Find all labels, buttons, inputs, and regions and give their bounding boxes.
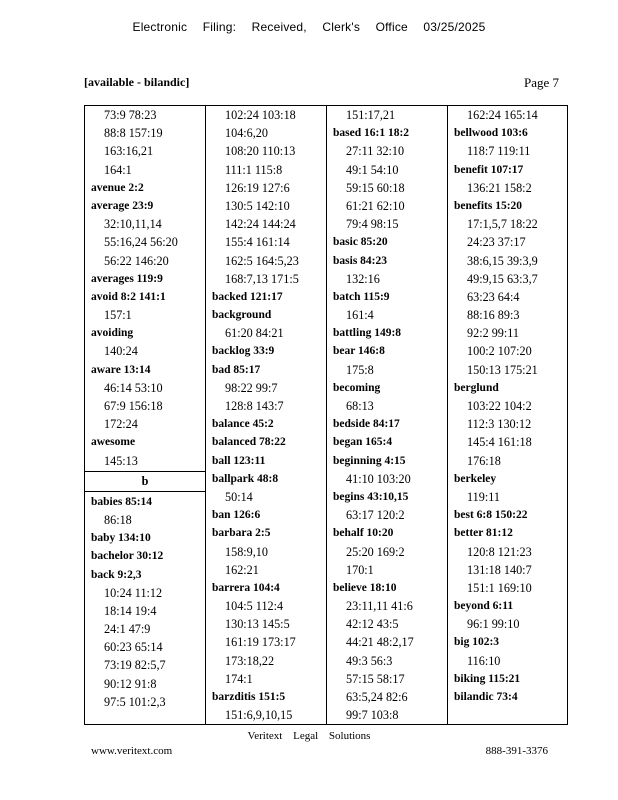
index-reference: 67:9 156:18 — [104, 399, 163, 413]
index-entry: behalf 10:20 — [333, 527, 394, 540]
index-reference: 145:4 161:18 — [467, 435, 532, 450]
index-reference: 56:22 146:20 — [104, 253, 169, 268]
index-reference: 161:4 — [346, 308, 374, 323]
index-column-1 — [85, 106, 205, 724]
index-entry: berglund — [454, 381, 499, 394]
index-reference: 142:24 144:24 — [225, 217, 296, 232]
section-letter: b — [85, 471, 205, 492]
index-entry: ban 126:6 — [212, 509, 261, 522]
index-reference: 32:10,11,14 — [104, 217, 162, 232]
index-reference: 128:8 143:7 — [225, 399, 284, 413]
index-reference: 126:19 127:6 — [225, 180, 290, 195]
index-reference: 17:1,5,7 18:22 — [467, 217, 538, 232]
index-reference: 173:18,22 — [225, 653, 275, 668]
index-entry: background — [212, 309, 272, 322]
index-entry: avoiding — [91, 327, 134, 340]
index-entry: awesome — [91, 436, 136, 449]
index-reference: 161:19 173:17 — [225, 635, 296, 650]
index-reference: 27:11 32:10 — [346, 144, 405, 159]
index-entry: believe 18:10 — [333, 581, 397, 594]
index-entry: batch 115:9 — [333, 290, 390, 303]
index-reference: 111:1 115:8 — [225, 162, 283, 177]
word-index-table — [84, 105, 568, 725]
index-reference: 151:1 169:10 — [467, 580, 532, 595]
index-reference: 38:6,15 39:3,9 — [467, 253, 538, 268]
index-reference: 174:1 — [225, 671, 253, 686]
index-reference: 99:7 103:8 — [346, 708, 399, 723]
index-entry: bachelor 30:12 — [91, 550, 164, 563]
index-entry: average 23:9 — [91, 199, 154, 212]
index-entry: avenue 2:2 — [91, 181, 144, 194]
index-entry: battling 149:8 — [333, 327, 402, 340]
index-reference: 176:18 — [467, 453, 501, 468]
index-entry: based 16:1 18:2 — [333, 127, 410, 140]
index-entry: balanced 78:22 — [212, 436, 286, 449]
footer-company: Veritext Legal Solutions — [247, 730, 371, 742]
index-reference: 164:1 — [104, 162, 132, 177]
index-reference: 23:11,11 41:6 — [346, 599, 413, 614]
index-reference: 61:21 62:10 — [346, 198, 405, 213]
index-reference: 163:16,21 — [104, 144, 154, 159]
index-entry: beginning 4:15 — [333, 454, 406, 467]
index-reference: 42:12 43:5 — [346, 617, 399, 632]
index-reference: 120:8 121:23 — [467, 544, 532, 559]
index-reference: 145:13 — [104, 453, 138, 468]
index-reference: 97:5 101:2,3 — [104, 694, 166, 709]
index-column-4 — [447, 106, 567, 724]
index-entry: ball 123:11 — [212, 454, 266, 467]
index-entry: better 81:12 — [454, 527, 513, 540]
index-entry: barzditis 151:5 — [212, 691, 286, 703]
index-entry: barrera 104:4 — [212, 581, 280, 594]
index-reference: 49:1 54:10 — [346, 162, 399, 177]
index-entry: big 102:3 — [454, 636, 500, 649]
index-entry: best 6:8 150:22 — [454, 509, 528, 522]
index-reference: 92:2 99:11 — [467, 326, 520, 341]
index-reference: 112:3 130:12 — [467, 417, 532, 432]
index-entry: begins 43:10,15 — [333, 490, 409, 503]
footer-website: www.veritext.com — [91, 745, 173, 757]
index-entry: balance 45:2 — [212, 418, 274, 431]
index-reference: 158:9,10 — [225, 544, 268, 559]
index-reference: 108:20 110:13 — [225, 144, 296, 159]
index-column-3 — [326, 106, 447, 724]
index-entry: backlog 33:9 — [212, 345, 275, 358]
index-reference: 59:15 60:18 — [346, 180, 405, 195]
index-reference: 49:3 56:3 — [346, 653, 393, 668]
index-reference: 44:21 48:2,17 — [346, 635, 414, 650]
index-entry: berkeley — [454, 472, 497, 485]
index-reference: 98:22 99:7 — [225, 380, 278, 395]
index-reference: 61:20 84:21 — [225, 326, 284, 341]
index-entry: bedside 84:17 — [333, 418, 400, 431]
index-entry: bellwood 103:6 — [454, 127, 528, 140]
index-reference: 46:14 53:10 — [104, 380, 163, 395]
index-reference: 10:24 11:12 — [104, 585, 163, 600]
index-entry: backed 121:17 — [212, 290, 283, 303]
index-reference: 132:16 — [346, 271, 380, 286]
index-reference: 41:10 103:20 — [346, 471, 411, 486]
index-reference: 140:24 — [104, 344, 138, 359]
index-reference: 63:5,24 82:6 — [346, 690, 408, 704]
index-reference: 88:8 157:19 — [104, 126, 163, 141]
index-entry: ballpark 48:8 — [212, 472, 279, 485]
index-reference: 151:17,21 — [346, 108, 396, 122]
index-entry: aware 13:14 — [91, 363, 151, 376]
index-entry: benefit 107:17 — [454, 163, 524, 176]
index-reference: 172:24 — [104, 417, 138, 432]
index-reference: 63:23 64:4 — [467, 289, 520, 304]
index-reference: 118:7 119:11 — [467, 144, 531, 159]
index-reference: 116:10 — [467, 653, 501, 668]
index-reference: 119:11 — [467, 489, 500, 504]
index-reference: 102:24 103:18 — [225, 108, 296, 122]
index-reference: 136:21 158:2 — [467, 180, 532, 195]
index-reference: 63:17 120:2 — [346, 508, 405, 523]
index-reference: 60:23 65:14 — [104, 640, 163, 655]
index-reference: 24:23 37:17 — [467, 235, 526, 250]
index-reference: 150:13 175:21 — [467, 362, 538, 377]
index-reference: 162:21 — [225, 562, 259, 577]
index-reference: 79:4 98:15 — [346, 217, 399, 232]
index-entry: bilandic 73:4 — [454, 691, 518, 703]
index-reference: 73:19 82:5,7 — [104, 658, 166, 673]
index-reference: 96:1 99:10 — [467, 617, 520, 632]
index-reference: 86:18 — [104, 512, 132, 527]
index-reference: 88:16 89:3 — [467, 308, 520, 323]
index-entry: becoming — [333, 381, 381, 394]
index-reference: 73:9 78:23 — [104, 108, 157, 122]
index-entry: babies 85:14 — [91, 495, 153, 508]
index-reference: 90:12 91:8 — [104, 676, 157, 691]
index-reference: 25:20 169:2 — [346, 544, 405, 559]
index-reference: 162:5 164:5,23 — [225, 253, 299, 268]
index-entry: bad 85:17 — [212, 363, 261, 376]
index-reference: 18:14 19:4 — [104, 603, 157, 618]
footer-phone: 888-391-3376 — [485, 745, 548, 757]
index-reference: 49:9,15 63:3,7 — [467, 271, 538, 286]
index-reference: 168:7,13 171:5 — [225, 271, 299, 286]
index-entry: beyond 6:11 — [454, 600, 514, 613]
index-reference: 151:6,9,10,15 — [225, 708, 293, 723]
index-reference: 162:24 165:14 — [467, 108, 538, 122]
index-entry: avoid 8:2 141:1 — [91, 290, 166, 303]
index-reference: 68:13 — [346, 399, 374, 413]
index-reference: 155:4 161:14 — [225, 235, 290, 250]
index-reference: 130:13 145:5 — [225, 617, 290, 632]
index-entry: averages 119:9 — [91, 272, 163, 285]
index-reference: 175:8 — [346, 362, 374, 377]
index-entry: bear 146:8 — [333, 345, 385, 358]
index-reference: 24:1 47:9 — [104, 622, 151, 637]
index-reference: 131:18 140:7 — [467, 562, 532, 577]
index-reference: 157:1 — [104, 308, 132, 323]
index-reference: 50:14 — [225, 489, 253, 504]
index-entry: benefits 15:20 — [454, 199, 523, 212]
index-entry: began 165:4 — [333, 436, 393, 449]
index-reference: 57:15 58:17 — [346, 671, 405, 686]
index-range: [available - bilandic] — [84, 75, 190, 89]
index-reference: 103:22 104:2 — [467, 399, 532, 413]
index-reference: 104:6,20 — [225, 126, 268, 141]
index-reference: 100:2 107:20 — [467, 344, 532, 359]
index-reference: 104:5 112:4 — [225, 599, 284, 614]
index-entry: basic 85:20 — [333, 236, 388, 249]
index-entry: baby 134:10 — [91, 532, 151, 545]
page-number: Page 7 — [523, 75, 559, 90]
index-entry: biking 115:21 — [454, 672, 521, 685]
index-entry: barbara 2:5 — [212, 527, 271, 540]
filing-header: Electronic Filing: Received, Clerk's Office 03/25/2025 — [132, 20, 486, 34]
index-entry: basis 84:23 — [333, 254, 387, 267]
index-reference: 130:5 142:10 — [225, 198, 290, 213]
index-entry: back 9:2,3 — [91, 568, 142, 581]
index-reference: 55:16,24 56:20 — [104, 235, 178, 250]
index-column-2 — [205, 106, 326, 724]
index-reference: 170:1 — [346, 562, 374, 577]
